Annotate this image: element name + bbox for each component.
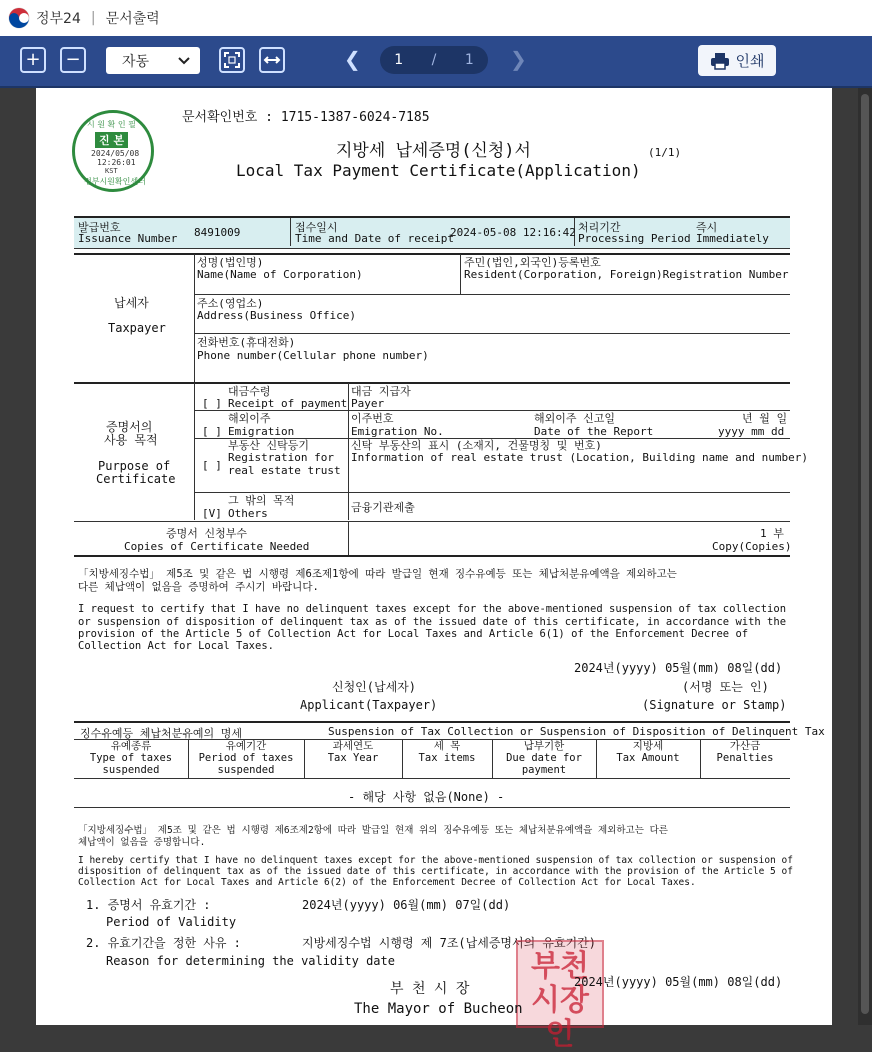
- issuance-label-ko: 발급번호: [78, 221, 121, 234]
- copies-label-ko: 증명서 신청부수: [166, 527, 248, 540]
- processing-value-ko: 즉시: [696, 221, 718, 234]
- document-window-title: 문서출력: [105, 11, 160, 27]
- column-header-en1: Penalties: [716, 752, 774, 764]
- processing-label-ko: 처리기간: [578, 221, 621, 234]
- receipt-label-ko: 접수일시: [295, 221, 338, 234]
- issuance-label-en: Issuance Number: [78, 232, 178, 245]
- chevron-left-icon: ❮: [344, 47, 361, 71]
- page-indicator: [380, 46, 488, 74]
- validity-label-en: Period of Validity: [106, 915, 237, 929]
- reason-value: 지방세징수법 시행령 제 7조(납세증명서의 유효기간): [302, 936, 597, 950]
- opt4-label-en: Others: [228, 507, 268, 520]
- title-bar: [0, 0, 872, 36]
- opt3-checkbox[interactable]: [ ]: [202, 459, 222, 472]
- column-header-ko: 유예종류: [110, 740, 152, 752]
- validity-value: 2024년(yyyy) 06월(mm) 07일(dd): [302, 898, 511, 912]
- resident-label-en: Resident(Corporation, Foreign)Registration Number: [464, 268, 789, 281]
- copies-unit: Copy(Copies): [712, 540, 792, 553]
- print-button[interactable]: [698, 45, 776, 76]
- processing-value-en: Immediately: [696, 232, 769, 245]
- fit-width-button[interactable]: [259, 47, 285, 73]
- payer-label-ko: 대금 지급자: [351, 385, 411, 398]
- column-header-en1: Tax Amount: [616, 752, 680, 764]
- name-label-en: Name(Name of Corporation): [197, 268, 363, 281]
- emigration-no-label-en: Emigration No.: [351, 425, 444, 438]
- seal-bottom-text: 정부시원확인센터: [84, 177, 146, 186]
- seal-badge: 진 본: [95, 132, 128, 148]
- original-confirmation-seal: [72, 110, 154, 192]
- zoom-value: 자동: [122, 53, 150, 70]
- request-text-en-4: Collection Act for Local Taxes.: [78, 640, 274, 652]
- plus-icon: +: [25, 49, 41, 70]
- title-separator: |: [90, 10, 96, 26]
- suspension-column-header: [492, 740, 596, 776]
- suspension-column-header: [74, 740, 188, 776]
- zoom-out-button[interactable]: [60, 47, 86, 73]
- column-header-ko: 유예기간: [225, 740, 267, 752]
- processing-label-en: Processing Period: [578, 232, 691, 245]
- chevron-right-icon: ❯: [510, 47, 527, 71]
- suspension-title-ko: 징수유예등 체납처분유예의 명세: [80, 727, 243, 740]
- opt3-label-en-1: Registration for: [228, 451, 334, 464]
- signature-label-ko: (서명 또는 인): [682, 680, 769, 694]
- page-separator: /: [431, 52, 437, 68]
- printer-icon: [710, 52, 730, 70]
- government-logo-icon: [8, 7, 30, 29]
- seal-top-text: 시 원 확 인 필: [87, 120, 136, 129]
- fit-width-icon: [264, 54, 280, 66]
- opt4-label-ko: 그 밖의 목적: [228, 494, 295, 507]
- column-header-en1: Tax items: [418, 752, 476, 764]
- taxpayer-label-en: Taxpayer: [108, 321, 166, 335]
- suspension-column-header: [304, 740, 402, 764]
- reason-label-ko: 2. 유효기간을 정한 사유 :: [86, 936, 241, 950]
- current-page[interactable]: 1: [394, 52, 404, 68]
- document-confirm-number: 문서확인번호 : 1715-1387-6024-7185: [182, 110, 430, 125]
- purpose-label-en-1: Purpose of: [98, 459, 171, 473]
- column-header-en2: suspended: [102, 764, 160, 776]
- ymd-label-en: yyyy mm dd: [718, 425, 785, 438]
- request-text-en-2: or suspension of disposition of delinquent tax as of the issued date of this certificate, in accordance with the: [78, 616, 787, 628]
- column-header-en1: Due date for: [506, 752, 582, 764]
- phone-label-en: Phone number(Cellular phone number): [197, 349, 429, 362]
- purpose-label-ko-2: 사용 목적: [104, 433, 158, 447]
- next-page-button[interactable]: [510, 48, 527, 70]
- mayor-label-en: The Mayor of Bucheon: [354, 1001, 523, 1017]
- address-label-en: Address(Business Office): [197, 309, 356, 322]
- suspension-column-header: [188, 740, 304, 776]
- opt3-label-ko: 부동산 신탁등기: [228, 439, 310, 452]
- suspension-title-en: Suspension of Tax Collection or Suspension of Disposition of Delinquent Tax: [328, 725, 825, 738]
- title-korean: 지방세 납세증명(신청)서: [336, 141, 531, 161]
- request-text-ko-2: 다른 체납액이 없음을 증명하여 주시기 바랍니다.: [78, 581, 319, 593]
- column-header-en1: Tax Year: [327, 752, 379, 764]
- title-english: Local Tax Payment Certificate(Application): [236, 161, 641, 180]
- payer-label-en: Payer: [351, 397, 385, 410]
- chevron-down-icon: [178, 57, 190, 65]
- vertical-scrollbar[interactable]: [858, 88, 872, 1025]
- zoom-select[interactable]: [106, 47, 200, 74]
- total-pages: 1: [464, 52, 474, 68]
- certify-text-ko-1: 「지방세징수법」 제5조 및 같은 법 시행령 제6조제2항에 따라 발급일 현재 위의 징수유예등 또는 체납처분유예액을 제외하고는 다른: [78, 825, 668, 836]
- suspension-column-header: [402, 740, 492, 764]
- viewer-toolbar: [0, 36, 872, 88]
- column-header-en2: suspended: [217, 764, 275, 776]
- opt3-label-en-2: real estate trust: [228, 464, 341, 477]
- column-header-en1: Period of taxes: [198, 752, 294, 764]
- zoom-in-button[interactable]: [20, 47, 46, 73]
- app-name: 정부24: [36, 11, 81, 27]
- request-text-ko-1: 「치방세징수법」 제5조 및 같은 법 시행령 제6조제1항에 따라 발급일 현재 징수유예등 또는 체납처분유예액을 제외하고는: [78, 568, 677, 580]
- report-date-label-ko: 해외이주 신고일: [534, 412, 616, 425]
- page-count: (1/1): [648, 146, 682, 159]
- red-seal-line-2: 시장인: [531, 983, 589, 1052]
- column-header-ko: 과세연도: [332, 740, 374, 752]
- trust-info-label-ko: 신탁 부동산의 표시 (소재지, 건물명칭 및 번호): [351, 439, 602, 452]
- certify-text-en-3: Collection Act for Local Taxes and Article 6(2) of the Enforcement Decree of Collection Act for Local Taxes.: [78, 877, 696, 888]
- report-date-label-en: Date of the Report: [534, 425, 654, 438]
- opt1-checkbox[interactable]: [ ]: [202, 397, 222, 410]
- column-header-en1: Type of taxes: [89, 752, 173, 764]
- application-date: 2024년(yyyy) 05월(mm) 08일(dd): [574, 661, 783, 675]
- copies-label-en: Copies of Certificate Needed: [124, 540, 310, 553]
- request-text-en-1: I request to certify that I have no delinquent taxes except for the above-mentioned suspension of tax collection: [78, 603, 787, 615]
- red-seal-line-1: 부천: [531, 949, 589, 984]
- issuance-number: 8491009: [194, 226, 241, 239]
- emigration-no-label-ko: 이주번호: [351, 412, 394, 425]
- print-label: 인쇄: [735, 52, 765, 70]
- column-header-ko: 지방세: [632, 740, 664, 752]
- receipt-label-en: Time and Date of receipt: [295, 232, 454, 245]
- trust-info-label-en: Information of real estate trust (Location, Building name and number): [351, 451, 808, 464]
- certify-text-ko-2: 체납액이 없음을 증명합니다.: [78, 837, 206, 848]
- none-row: - 해당 사항 없음(None) -: [348, 790, 505, 804]
- name-label-ko: 성명(법인명): [197, 256, 264, 269]
- phone-label-ko: 전화번호(휴대전화): [197, 336, 296, 349]
- opt2-label-ko: 해외이주: [228, 412, 271, 425]
- purpose-label-ko-1: 증명서의: [106, 420, 153, 434]
- column-header-ko: 가산금: [729, 740, 761, 752]
- seal-time: 12:26:01: [97, 158, 136, 167]
- column-header-ko: 납부기한: [523, 740, 565, 752]
- reason-label-en: Reason for determining the validity date: [106, 954, 395, 968]
- certify-text-en-1: I hereby certify that I have no delinquent taxes except for the above-mentioned suspension of tax collection or suspension of: [78, 855, 793, 866]
- applicant-label-ko: 신청인(납세자): [332, 680, 417, 694]
- validity-label-ko: 1. 증명서 유효기간 :: [86, 898, 211, 912]
- taxpayer-label-ko: 납세자: [114, 296, 149, 310]
- receipt-datetime: 2024-05-08 12:16:42: [450, 226, 576, 239]
- request-text-en-3: provision of the Article 5 of Collection Act for Local Taxes and Article 6(1) of the Enforcement Decree of: [78, 628, 749, 640]
- applicant-label-en: Applicant(Taxpayer): [300, 698, 438, 712]
- column-header-ko: 세 목: [433, 740, 461, 752]
- other-purpose-value: 금융기관제출: [351, 501, 415, 514]
- minus-icon: −: [65, 49, 81, 70]
- resident-label-ko: 주민(법인,외국인)등록번호: [464, 256, 601, 269]
- opt4-checkbox[interactable]: [V]: [202, 507, 222, 520]
- ymd-label-ko: 년 월 일: [742, 412, 788, 425]
- issue-date: 2024년(yyyy) 05월(mm) 08일(dd): [574, 975, 783, 989]
- opt1-label-ko: 대금수령: [228, 385, 271, 398]
- seal-tz: KST: [105, 167, 118, 175]
- opt2-checkbox[interactable]: [ ]: [202, 425, 222, 438]
- document-page: [36, 88, 832, 1052]
- column-header-en2: payment: [521, 764, 567, 776]
- certify-text-en-2: disposition of delinquent tax as of the issued date of this certificate, in accordance with the provision of the Article 5 of: [78, 866, 793, 877]
- fit-page-button[interactable]: [219, 47, 245, 73]
- address-label-ko: 주소(영업소): [197, 297, 264, 310]
- fit-page-icon: [224, 52, 240, 68]
- opt1-label-en: Receipt of payment: [228, 397, 348, 410]
- previous-page-button[interactable]: [344, 48, 361, 70]
- purpose-label-en-2: Certificate: [96, 472, 176, 486]
- seal-date: 2024/05/08: [91, 149, 140, 158]
- opt2-label-en: Emigration: [228, 425, 295, 438]
- signature-label-en: (Signature or Stamp): [642, 698, 787, 712]
- mayor-label-ko: 부 천 시 장: [390, 981, 470, 997]
- suspension-column-header: [596, 740, 700, 764]
- copies-value: 1 부: [760, 527, 784, 540]
- scrollbar-thumb[interactable]: [861, 94, 869, 1014]
- suspension-column-header: [700, 740, 790, 764]
